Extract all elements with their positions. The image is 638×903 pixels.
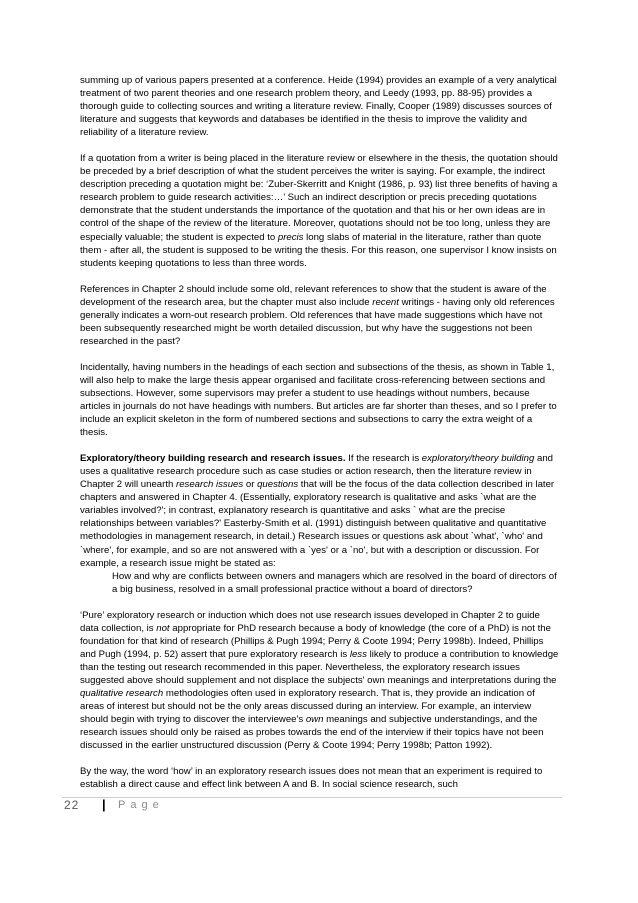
italic-text: less <box>349 648 367 660</box>
text-run: References in Chapter 2 should include some old, relevant references to show that the student is aware of the development of the research area, but the chapter must also include <box>80 283 547 308</box>
italic-text: recent <box>372 296 399 308</box>
paragraph-numbered-headings: Incidentally, having numbers in the headings of each section and subsections of the thesis, as shown in Table 1, will also help to make the large thesis appear organised and facilitate cross-referencing between sections and subsections. However, some supervisors may prefer a student to use headings without numbers, because articles in journals do not have headings with numbers. But articles are far shorter than theses, and so I prefer to include an explicit skeleton in the form of numbered sections and subsections to carry the extra weight of a thesis. <box>80 361 557 439</box>
text-run: writings - having only old references generally indicates a worn-out research problem. Old references that have made suggestions which have not been subsequently researched might be worth detailed discussion, but why have the suggestions not been researched in the past? <box>80 296 555 347</box>
text-run: If the research is <box>345 453 422 465</box>
text-run: that will be the focus of the data collection described in later chapters and answered in Chapter 4. (Essentially, exploratory research is qualitative and asks `what are the variables involved?'; in contrast, explanatory research is quantitative and asks ` what are the precise relationships between variables?' Easterby-Smith et al. (1991) distinguish between qualitative and quantitative methodologies in management research, in detail.) Research issues or questions ask about `what', `who' and `where', for example, and so are not answered with a `yes' or a `no', but with a description or discussion. For example, a research issue might be stated as: <box>80 479 555 569</box>
italic-text: not <box>156 622 170 634</box>
text-run: long slabs of material in the literature, rather than quote them - after all, the student is supposed to be writing the thesis. For this reason, one supervisor I know insists on students keeping quotations to less than three words. <box>80 231 557 269</box>
page-number: 22 <box>64 798 80 812</box>
text-run: ‘Pure’ exploratory research or induction which does not use research issues developed in Chapter 2 to guide data collection, is <box>80 609 540 634</box>
italic-text: questions <box>257 479 299 491</box>
text-run: appropriate for PhD research because a body of knowledge (the core of a PhD) is not the foundation for that kind of research (Phillips & Pugh 1994; Perry & Coote 1994; Perry 1998b). Indeed, Phillips and Pugh (1994, p. 52) assert that pure exploratory research is <box>80 622 551 660</box>
paragraph-references <box>80 283 560 348</box>
text-run: If a quotation from a writer is being placed in the literature review or elsewhere in the thesis, the quotation should be preceded by a brief description of what the student perceives the writer is saying. For example, the indirect description preceding a quotation might be: ‘Zuber-Skerritt and Knight (1986, p. 93) list three benefits of having a research problem to guide research activities:…’ Such an indirect description or precis preceding quotations demonstrate that the student understands the importance of the quotation and that his or her own ideas are in control of the shape of the review of the literature. Moreover, quotations should not be too long, unless they are especially valuable; the student is expected to <box>80 153 558 243</box>
section-heading: Exploratory/theory building research and research issues. <box>80 453 346 465</box>
paragraph-how-word: By the way, the word ‘how’ in an exploratory research issues does not mean that an experiment is required to establish a direct cause and effect link between A and B. In social science research, such <box>80 766 543 791</box>
italic-text: qualitative research <box>80 687 164 699</box>
block-quote: How and why are conflicts between owners and managers which are resolved in the board of directors of a big business, resolved in a small professional practice without a board of directors? <box>112 570 557 595</box>
paragraph-quotations <box>80 152 560 269</box>
text-run: likely to produce a contribution to knowledge than the testing out research recommended in this paper. Nevertheless, the exploratory research issues suggested above should supplement and not displace the subjects' own meanings and interpretations during the <box>80 648 559 686</box>
italic-text: own <box>305 714 324 726</box>
document-body <box>80 74 560 791</box>
page-footer <box>62 797 562 812</box>
text-run: methodologies often used in exploratory research. That is, they provide an indication of areas of interest but should not be the only areas discussed during an interview. For example, an interview should begin with trying to discover the interviewee's <box>80 687 535 726</box>
italic-text: exploratory/theory building <box>421 453 535 465</box>
paragraph-exploratory-research <box>80 452 560 569</box>
footer-separator: | <box>102 797 106 812</box>
italic-text: precis <box>277 231 304 243</box>
italic-text: research issues <box>176 479 244 491</box>
text-run: or <box>243 479 258 491</box>
page-label: Page <box>118 799 164 811</box>
paragraph-pure-exploratory <box>80 609 560 753</box>
text-run: meanings and subjective understandings, and the research issues should only be raised as probes towards the end of the interview if their topics have not been discussed in the earlier unstructured discussion (Perry & Coote 1994; Perry 1998b; Patton 1992). <box>80 714 544 752</box>
text-run: and uses a qualitative research procedure such as case studies or action research, then the literature review in Chapter 2 will unearth <box>80 453 553 491</box>
paragraph-literature-sources: summing up of various papers presented at a conference. Heide (1994) provides an example of a very analytical treatment of two parent theories and one research problem theory, and Leedy (1993, pp. 88-95) provides a thorough guide to collecting sources and writing a literature review. Finally, Cooper (1989) discusses sources of literature and suggests that keywords and databases be identified in the thesis to improve the validity and reliability of a literature review. <box>80 75 557 139</box>
